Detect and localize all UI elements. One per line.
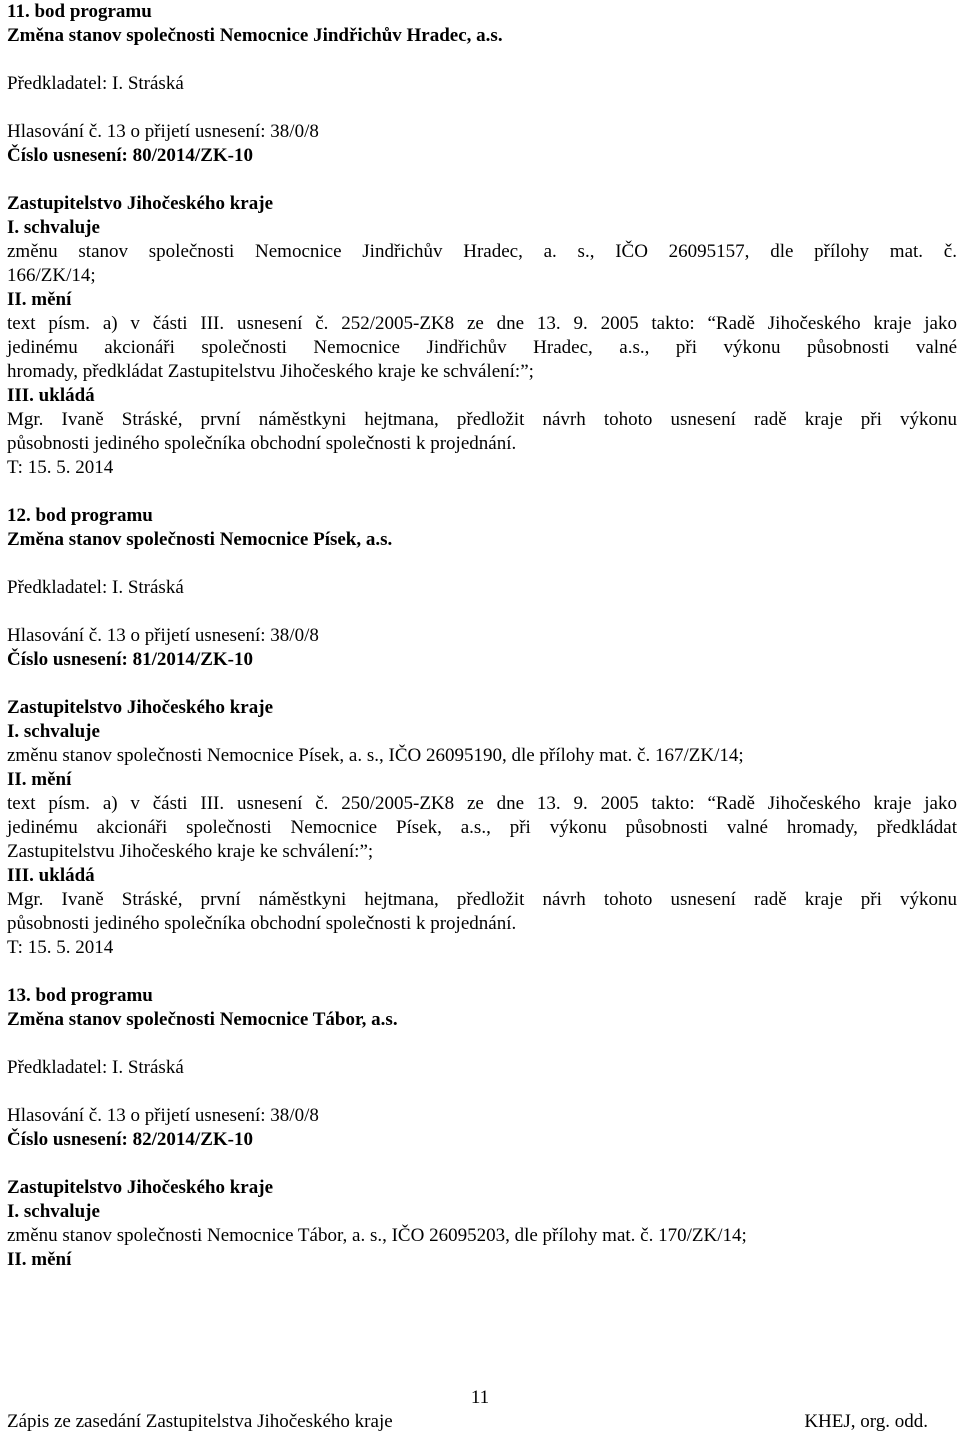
approves-text-line: změnu stanov společnosti Nemocnice Jindřichův Hradec, a. s., IČO 26095157, dle přílohy mat. č. bbox=[7, 241, 957, 262]
agenda-item-number: 11. bod programu bbox=[7, 1, 152, 22]
changes-label: II. mění bbox=[7, 1249, 72, 1270]
page-number: 11 bbox=[470, 1387, 490, 1408]
agenda-item-number: 13. bod programu bbox=[7, 985, 153, 1006]
approves-text-line: změnu stanov společnosti Nemocnice Písek, a. s., IČO 26095190, dle přílohy mat. č. 167/ZK/14; bbox=[7, 745, 744, 766]
deadline: T: 15. 5. 2014 bbox=[7, 457, 114, 478]
changes-text-line: text písm. a) v části III. usnesení č. 252/2005-ZK8 ze dne 13. 9. 2005 takto: “Radě Jihočeského kraje jako bbox=[7, 313, 957, 334]
document-page bbox=[7, 0, 957, 1272]
agenda-item-12 bbox=[7, 504, 957, 960]
council-name: Zastupitelstvo Jihočeského kraje bbox=[7, 193, 273, 214]
council-name: Zastupitelstvo Jihočeského kraje bbox=[7, 1177, 273, 1198]
changes-text-line: Zastupitelstvu Jihočeského kraje ke schválení:”; bbox=[7, 841, 374, 862]
approves-text-line: změnu stanov společnosti Nemocnice Tábor, a. s., IČO 26095203, dle přílohy mat. č. 170/ZK/14; bbox=[7, 1225, 747, 1246]
agenda-item-title: Změna stanov společnosti Nemocnice Jindřichův Hradec, a.s. bbox=[7, 25, 503, 46]
changes-label: II. mění bbox=[7, 289, 72, 310]
council-name: Zastupitelstvo Jihočeského kraje bbox=[7, 697, 273, 718]
approves-label: I. schvaluje bbox=[7, 1201, 100, 1222]
changes-text-line: hromady, předkládat Zastupitelstvu Jihočeského kraje ke schválení:”; bbox=[7, 361, 534, 382]
changes-text-line: text písm. a) v části III. usnesení č. 250/2005-ZK8 ze dne 13. 9. 2005 takto: “Radě Jihočeského kraje jako bbox=[7, 793, 957, 814]
agenda-item-title: Změna stanov společnosti Nemocnice Tábor, a.s. bbox=[7, 1009, 398, 1030]
tasks-text-line: působnosti jediného společníka obchodní společnosti k projednání. bbox=[7, 913, 517, 934]
presenter: Předkladatel: I. Stráská bbox=[7, 577, 184, 598]
approves-label: I. schvaluje bbox=[7, 721, 100, 742]
footer-department: KHEJ, org. odd. bbox=[804, 1411, 928, 1432]
changes-text-line: jedinému akcionáři společnosti Nemocnice Písek, a.s., při výkonu působnosti valné hromady, předkládat bbox=[7, 817, 957, 838]
tasks-label: III. ukládá bbox=[7, 865, 95, 886]
agenda-item-number: 12. bod programu bbox=[7, 505, 153, 526]
tasks-text-line: působnosti jediného společníka obchodní společnosti k projednání. bbox=[7, 433, 517, 454]
tasks-text-line: Mgr. Ivaně Stráské, první náměstkyni hejtmana, předložit návrh tohoto usnesení radě kraje při výkonu bbox=[7, 889, 957, 910]
resolution-number: Číslo usnesení: 81/2014/ZK-10 bbox=[7, 649, 253, 670]
changes-text-line: jedinému akcionáři společnosti Nemocnice Jindřichův Hradec, a.s., při výkonu působnosti valné bbox=[7, 337, 957, 358]
vote-result: Hlasování č. 13 o přijetí usnesení: 38/0/8 bbox=[7, 1105, 319, 1126]
agenda-item-11 bbox=[7, 0, 957, 480]
tasks-text-line: Mgr. Ivaně Stráské, první náměstkyni hejtmana, předložit návrh tohoto usnesení radě kraje při výkonu bbox=[7, 409, 957, 430]
agenda-item-13 bbox=[7, 984, 957, 1272]
presenter: Předkladatel: I. Stráská bbox=[7, 1057, 184, 1078]
vote-result: Hlasování č. 13 o přijetí usnesení: 38/0/8 bbox=[7, 625, 319, 646]
tasks-label: III. ukládá bbox=[7, 385, 95, 406]
presenter: Předkladatel: I. Stráská bbox=[7, 73, 184, 94]
footer-document-title: Zápis ze zasedání Zastupitelstva Jihočeského kraje bbox=[7, 1411, 393, 1432]
deadline: T: 15. 5. 2014 bbox=[7, 937, 114, 958]
changes-label: II. mění bbox=[7, 769, 72, 790]
resolution-number: Číslo usnesení: 80/2014/ZK-10 bbox=[7, 145, 253, 166]
agenda-item-title: Změna stanov společnosti Nemocnice Písek, a.s. bbox=[7, 529, 393, 550]
vote-result: Hlasování č. 13 o přijetí usnesení: 38/0/8 bbox=[7, 121, 319, 142]
approves-label: I. schvaluje bbox=[7, 217, 100, 238]
approves-text-line: 166/ZK/14; bbox=[7, 265, 96, 286]
resolution-number: Číslo usnesení: 82/2014/ZK-10 bbox=[7, 1129, 253, 1150]
